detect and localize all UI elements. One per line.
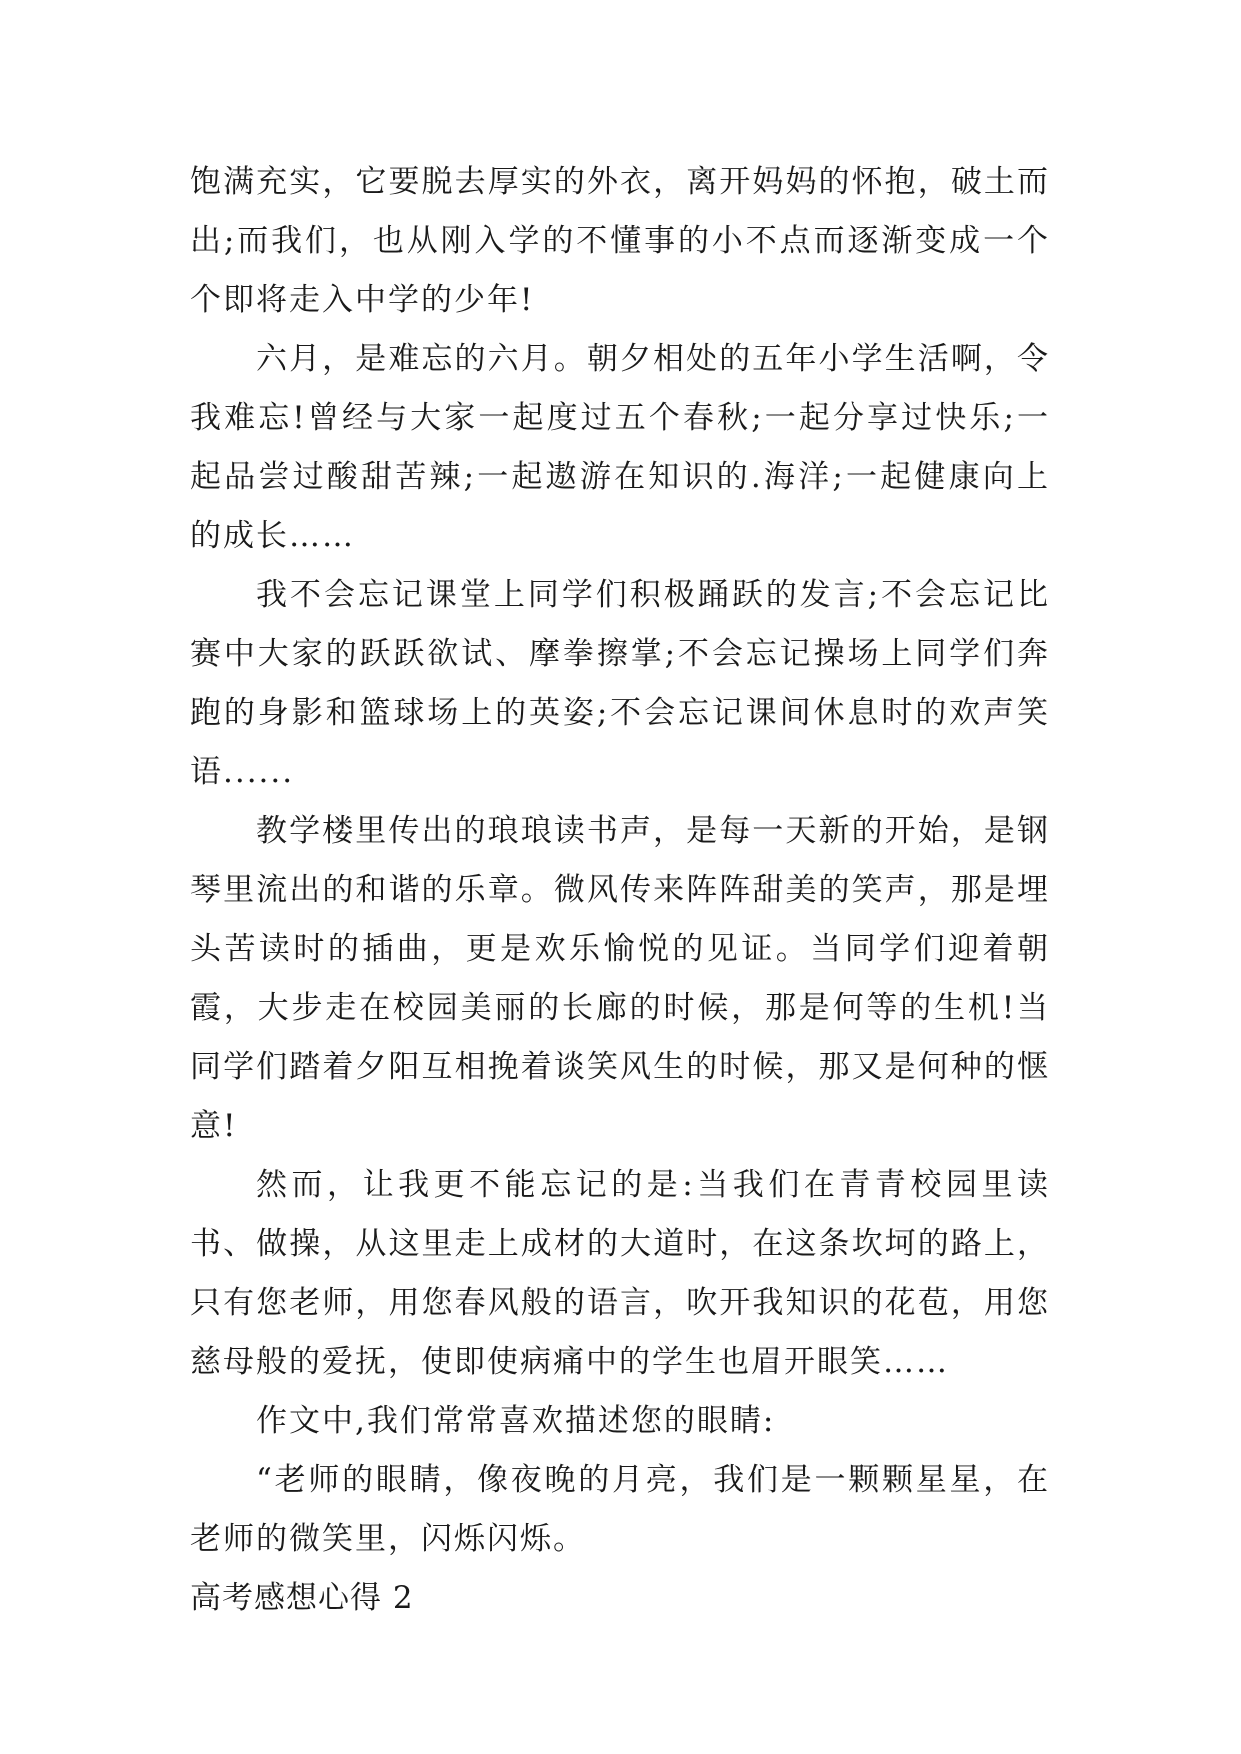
paragraph-5: 然而，让我更不能忘记的是:当我们在青青校园里读书、做操，从这里走上成材的大道时，在这条坎坷的路上，只有您老师，用您春风般的语言，吹开我知识的花苞，用您慈母般的爱抚，使即使病痛中的学生也眉开眼笑…… xyxy=(190,1167,1050,1380)
paragraph-6: 作文中,我们常常喜欢描述您的眼睛: xyxy=(256,1403,776,1439)
document-body xyxy=(190,153,1050,1628)
paragraph-3: 我不会忘记课堂上同学们积极踊跃的发言;不会忘记比赛中大家的跃跃欲试、摩拳擦掌;不会忘记操场上同学们奔跑的身影和篮球场上的英姿;不会忘记课间休息时的欢声笑语...... xyxy=(190,577,1050,790)
paragraph-2: 六月，是难忘的六月。朝夕相处的五年小学生活啊，令我难忘!曾经与大家一起度过五个春秋;一起分享过快乐;一起品尝过酸甜苦辣;一起遨游在知识的.海洋;一起健康向上的成长…… xyxy=(190,341,1050,554)
paragraph-1: 饱满充实，它要脱去厚实的外衣，离开妈妈的怀抱，破土而出;而我们，也从刚入学的不懂事的小不点而逐渐变成一个个即将走入中学的少年! xyxy=(190,164,1050,318)
section-heading: 高考感想心得 2 xyxy=(190,1580,414,1616)
paragraph-7: “老师的眼睛，像夜晚的月亮，我们是一颗颗星星，在老师的微笑里，闪烁闪烁。 xyxy=(190,1462,1050,1557)
paragraph-4: 教学楼里传出的琅琅读书声，是每一天新的开始，是钢琴里流出的和谐的乐章。微风传来阵阵甜美的笑声，那是埋头苦读时的插曲，更是欢乐愉悦的见证。当同学们迎着朝霞，大步走在校园美丽的长廊的时候，那是何等的生机!当同学们踏着夕阳互相挽着谈笑风生的时候，那又是何种的惬意! xyxy=(190,813,1050,1144)
